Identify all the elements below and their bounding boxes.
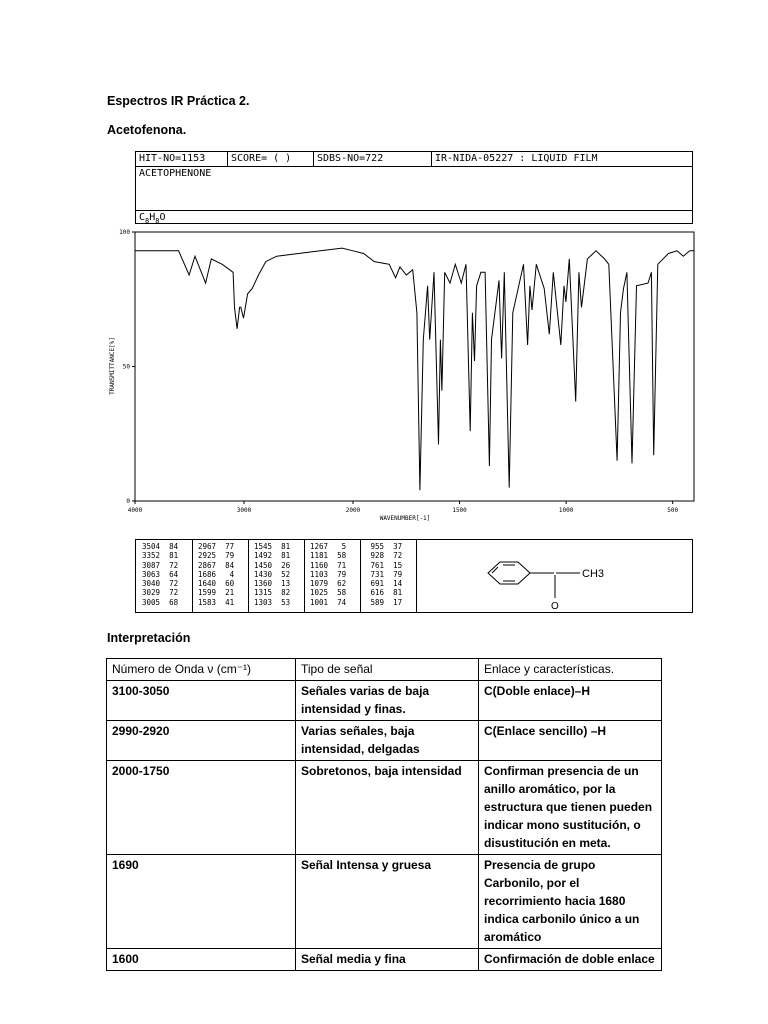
y-tick-label: 100 [119,229,130,236]
peak-column [310,542,346,607]
peak-entry: 2967 77 [198,542,235,551]
signal-type-cell: Varias señales, baja intensidad, delgadas [296,721,479,761]
x-tick-label: 3000 [236,507,252,514]
x-tick-label: 2000 [345,507,361,514]
peak-entry: 1160 71 [310,560,347,570]
bond-cell: C(Doble enlace)–H [479,681,662,721]
peak-entry: 1181 58 [310,551,347,561]
peak-table [135,539,693,613]
peak-entry: 2925 79 [198,551,235,561]
signal-type-cell: Señales varias de baja intensidad y finas. [296,681,479,721]
peak-entry: 1640 60 [198,579,235,589]
header-bond: Enlace y características. [479,659,662,681]
peak-entry: 731 79 [366,569,403,579]
peak-entry: 928 72 [366,551,403,561]
y-tick-label: 50 [122,363,130,371]
peak-entry: 691 14 [366,579,403,589]
peak-entry: 1079 62 [310,579,347,589]
x-tick-label: 4000 [127,507,143,514]
page-title: Espectros IR Práctica 2. [107,94,250,108]
spectrum-line [135,248,694,490]
peak-entry: 2867 84 [198,560,235,570]
acetophenone-structure [476,544,676,612]
peak-entry: 3005 68 [142,597,179,607]
bond-cell: Confirmación de doble enlace [479,949,662,971]
wavenumber-cell: 3100-3050 [107,681,296,721]
bond-cell: Confirman presencia de un anillo aromático, por la estructura que tienen pueden indicar mono sustitución, o disustitución en meta. [479,761,662,855]
plot-frame [135,232,694,501]
peak-entry: 1315 82 [254,588,291,598]
peak-column [198,542,234,607]
peak-entry: 3504 84 [142,542,179,551]
peak-entry: 3087 72 [142,560,179,570]
column-separator [304,540,305,612]
peak-entry: 3040 72 [142,579,179,589]
x-tick-label: 1000 [558,507,574,514]
wavenumber-cell: 1690 [107,855,296,949]
peak-entry: 1360 13 [254,579,291,589]
peak-entry: 1450 26 [254,560,291,570]
ir-spectrum-chart [100,225,710,530]
spectrum-header [135,151,693,224]
peak-entry: 3352 81 [142,551,179,561]
interpretation-table [106,658,662,971]
x-axis [128,501,679,514]
signal-type-cell: Señal Intensa y gruesa [296,855,479,949]
compound-heading: Acetofenona. [107,123,187,137]
peak-entry: 761 15 [366,560,403,570]
peak-entry: 3063 64 [142,569,179,579]
column-separator [248,540,249,612]
peak-entry: 1583 41 [198,597,235,607]
table-row [107,949,662,971]
peak-entry: 1686 4 [198,569,235,579]
molecular-formula: $C_8H_8O$ [139,212,166,225]
y-axis [119,229,135,505]
table-row [107,855,662,949]
column-separator [360,540,361,612]
table-row [107,681,662,721]
interpretation-heading: Interpretación [107,631,191,645]
y-tick-label: 0 [126,498,130,505]
methyl-label: CH3 [582,568,605,580]
peak-entry: 1267 5 [310,542,347,551]
ir-code: IR-NIDA-05227 : LIQUID FILM [435,153,598,164]
x-axis-label: WAVENUMBER[-1] [379,515,431,522]
signal-type-cell: Sobretonos, baja intensidad [296,761,479,855]
peak-entry: 616 81 [366,588,403,598]
peak-entry: 1545 81 [254,542,291,551]
peak-entry: 1599 21 [198,588,235,598]
column-separator [192,540,193,612]
table-row [107,761,662,855]
hit-no: HIT-NO=1153 [136,152,228,166]
y-axis-label: TRANSMITTANCE[%] [109,337,116,395]
bond-cell: C(Enlace sencillo) –H [479,721,662,761]
header-wavenumber: Número de Onda ν (cm⁻¹) [107,659,296,681]
x-tick-label: 500 [667,507,679,514]
wavenumber-cell: 2000-1750 [107,761,296,855]
peak-entry: 1303 53 [254,597,291,607]
peak-column [254,542,290,607]
peak-entry: 1430 52 [254,569,291,579]
peak-entry: 1492 81 [254,551,291,561]
signal-type-cell: Señal media y fina [296,949,479,971]
table-row [107,721,662,761]
peak-column [366,542,402,607]
header-signal-type: Tipo de señal [296,659,479,681]
peak-column [142,542,178,607]
peak-entry: 1025 58 [310,588,347,598]
bond-cell: Presencia de grupo Carbonilo, por el recorrimiento hacia 1680 indica carbonilo único a un aromático [479,855,662,949]
wavenumber-cell: 2990-2920 [107,721,296,761]
peak-entry: 955 37 [366,542,403,551]
table-header-row [107,659,662,681]
score: SCORE= ( ) [228,152,314,166]
sdbs-no: SDBS-NO=722 [314,152,432,166]
peak-entry: 1001 74 [310,597,347,607]
formula-divider [136,210,692,211]
spectrum-header-row [136,152,692,167]
oxygen-label: O [551,601,559,612]
wavenumber-cell: 1600 [107,949,296,971]
column-separator [416,540,417,612]
peak-entry: 589 17 [366,597,403,607]
peak-entry: 1103 79 [310,569,347,579]
x-tick-label: 1500 [452,507,467,514]
compound-name: ACETOPHENONE [139,168,212,179]
peak-entry: 3029 72 [142,588,179,598]
